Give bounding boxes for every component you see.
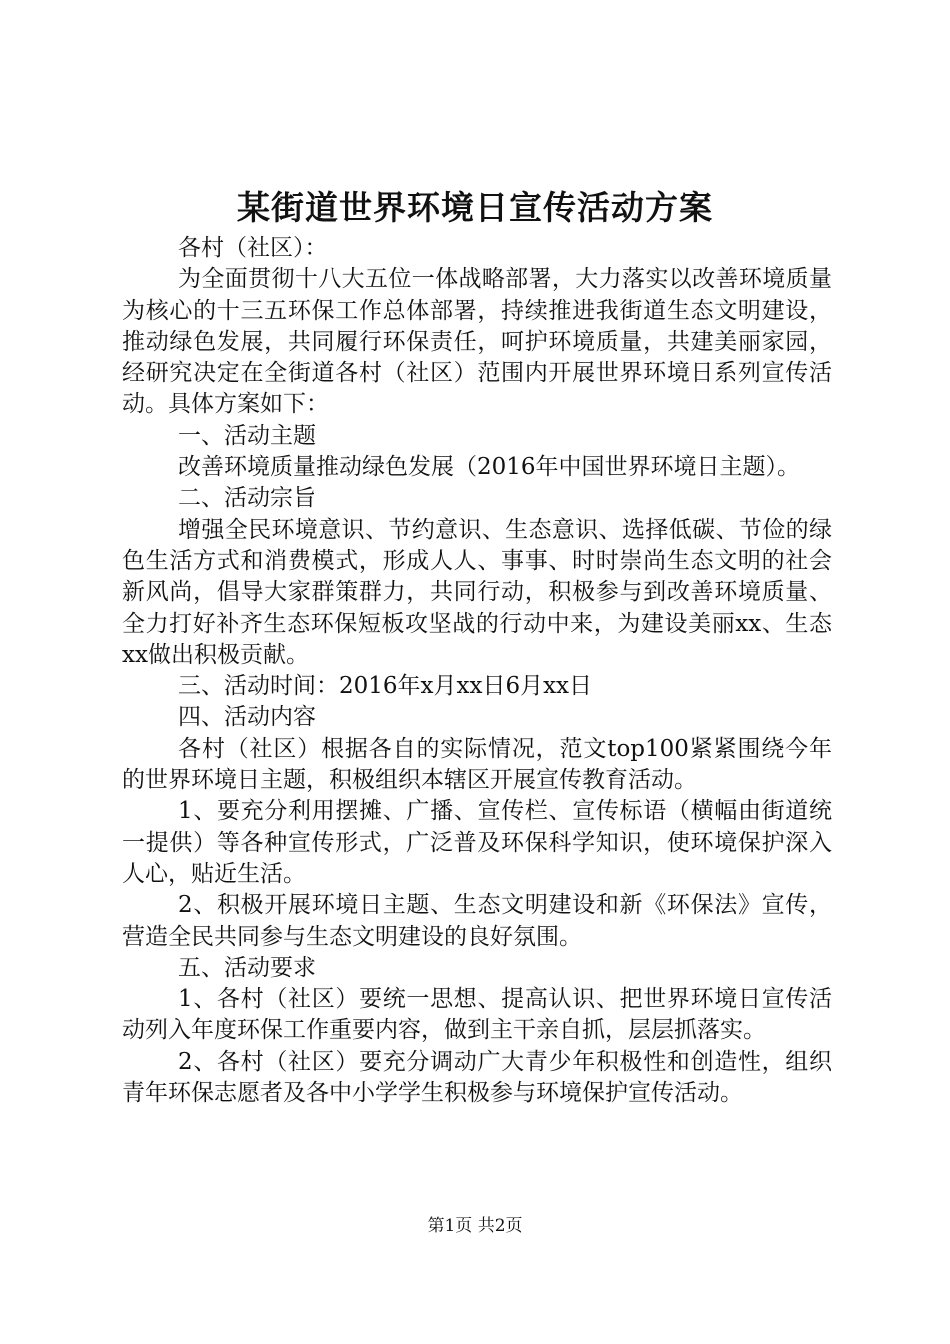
page-footer: 第1页 共2页 (427, 1216, 523, 1236)
intro-paragraph: 为全面贯彻十八大五位一体战略部署，大力落实以改善环境质量为核心的十三五环保工作总体部署，持续推进我街道生态文明建设，推动绿色发展，共同履行环保责任，呵护环境质量，共建美丽家园，经研究决定在全街道各村（社区）范围内开展世界环境日系列宣传活动。具体方案如下： (122, 266, 832, 418)
requirement-item-1: 1、各村（社区）要统一思想、提高认识、把世界环境日宣传活动列入年度环保工作重要内容，做到主干亲自抓，层层抓落实。 (122, 986, 832, 1044)
theme-paragraph: 改善环境质量推动绿色发展（2016年中国世界环境日主题）。 (178, 454, 801, 481)
content-paragraph: 各村（社区）根据各自的实际情况，范文top100紧紧围绕今年的世界环境日主题，积极组织本辖区开展宣传教育活动。 (122, 735, 832, 794)
section-heading-time: 三、活动时间：2016年x月xx日6月xx日 (178, 673, 593, 700)
document-title: 某街道世界环境日宣传活动方案 (237, 188, 713, 227)
section-heading-content: 四、活动内容 (178, 704, 316, 731)
content-item-1: 1、要充分利用摆摊、广播、宣传栏、宣传标语（横幅由街道统一提供）等各种宣传形式，广泛普及环保科学知识，使环境保护深入人心，贴近生活。 (122, 798, 832, 887)
section-heading-theme: 一、活动主题 (178, 422, 316, 449)
purpose-paragraph: 增强全民环境意识、节约意识、生态意识、选择低碳、节俭的绿色生活方式和消费模式，形成人人、事事、时时崇尚生态文明的社会新风尚，倡导大家群策群力，共同行动，积极参与到改善环境质量、全力打好补齐生态环保短板攻坚战的行动中来，为建设美丽xx、生态xx做出积极贡献。 (122, 516, 832, 668)
section-heading-purpose: 二、活动宗旨 (178, 485, 316, 512)
salutation: 各村（社区）： (178, 235, 328, 261)
section-heading-requirements: 五、活动要求 (178, 954, 316, 981)
content-item-2: 2、积极开展环境日主题、生态文明建设和新《环保法》宣传，营造全民共同参与生态文明建设的良好氛围。 (122, 892, 832, 950)
document-body (122, 233, 832, 1109)
requirement-item-2: 2、各村（社区）要充分调动广大青少年积极性和创造性，组织青年环保志愿者及各中小学学生积极参与环境保护宣传活动。 (122, 1048, 832, 1107)
